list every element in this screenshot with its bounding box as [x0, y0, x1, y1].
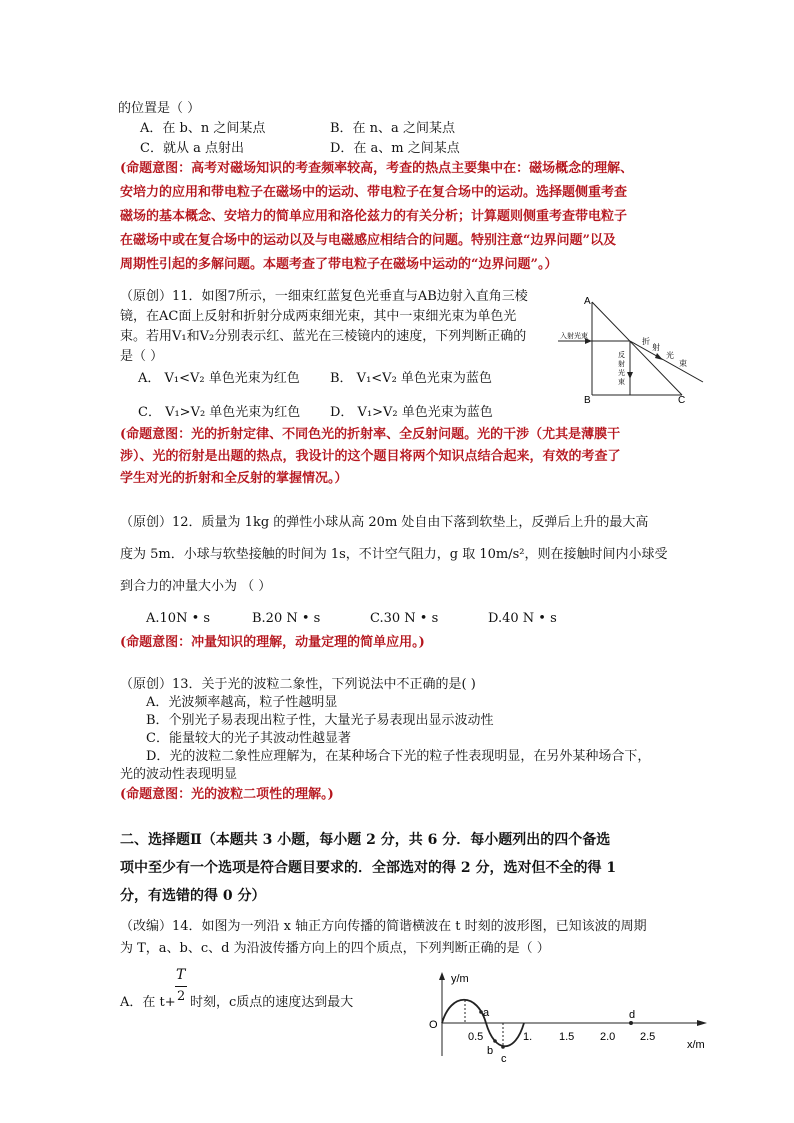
q11-intent-line: 学生对光的折射和全反射的掌握情况。） [120, 471, 348, 486]
q10-intent-line: 周期性引起的多解问题。本题考查了带电粒子在磁场中运动的“边界问题”。） [120, 257, 558, 272]
q12-stem-line: （原创）12．质量为 1kg 的弹性小球从高 20m 处自由下落到软垫上，反弹后上升的最大高 [120, 515, 649, 530]
q11-stem-line: 镜，在AC面上反射和折射分成两束细光束，其中一束细光束为单色光 [120, 309, 517, 324]
vertex-label-c: C [678, 395, 686, 406]
q11-stem-line: 是（ ） [120, 349, 164, 364]
refracted-ray [630, 341, 703, 382]
fraction-numerator: T [176, 967, 186, 983]
q13-option-d-cont: 光的波动性表现明显 [120, 767, 238, 782]
point-label-d: d [629, 1009, 636, 1021]
point-c [501, 1045, 505, 1049]
q11-option-a: A． V₁<V₂ 单色光束为红色 [138, 371, 300, 386]
q11-option-c: C． V₁>V₂ 单色光束为红色 [138, 405, 301, 420]
q12-option-c: C.30 N • s [370, 611, 439, 626]
q14-option-a-suffix: 时刻，c质点的速度达到最大 [190, 995, 354, 1010]
point-label-c: c [501, 1053, 507, 1065]
q10-intent-line: 在磁场中或在复合场中的运动以及与电磁感应相结合的问题。特别注意“边界问题”以及 [120, 233, 616, 248]
reflected-arrow [627, 372, 633, 379]
q13-option-c: C．能量较大的光子其波动性越显著 [146, 731, 351, 746]
q11-option-b: B． V₁<V₂ 单色光束为蓝色 [330, 371, 492, 386]
x-tick-label: 1. [523, 1031, 533, 1043]
q10-intent-line: 安培力的应用和带电粒子在磁场中的运动、带电粒子在复合场中的运动。选择题侧重考查 [120, 185, 628, 200]
incident-label: 入射光束 [560, 333, 588, 340]
x-axis-label: x/m [687, 1039, 705, 1051]
point-b [493, 1039, 497, 1043]
section-2-line: 二、选择题Ⅱ（本题共 3 小题，每小题 2 分，共 6 分．每小题列出的四个备选 [120, 832, 611, 848]
reflected-label: 反射光束 [618, 352, 625, 386]
q13-option-a: A．光波频率越高，粒子性越明显 [146, 695, 338, 710]
prism-edge-ac [592, 302, 682, 395]
prism-figure [555, 292, 705, 407]
q10-stem-tail: 的位置是（ ） [118, 101, 201, 116]
x-tick-label: 1.5 [559, 1031, 575, 1043]
q10-option-a: A．在 b、n 之间某点 [140, 121, 266, 136]
fraction-bar [175, 986, 187, 987]
q12-stem-line: 度为 5m．小球与软垫接触的时间为 1s，不计空气阻力，g 取 10m/s²，则在接触时间内小球受 [120, 547, 668, 562]
vertex-label-b: B [584, 395, 591, 406]
q13-option-b: B．个别光子易表现出粒子性，大量光子易表现出显示波动性 [146, 713, 494, 728]
q10-option-c: C．就从 a 点射出 [140, 141, 244, 156]
x-axis-arrow [697, 1020, 707, 1026]
q12-option-a: A.10N • s [146, 611, 211, 626]
q11-intent-line: (命题意图：光的折射定律、不同色光的折射率、全反射问题。光的干涉（尤其是薄膜干 [120, 427, 621, 442]
fraction-denominator: 2 [177, 989, 186, 1004]
refracted-label-char: 射 [652, 343, 660, 352]
q12-intent: (命题意图：冲量知识的理解，动量定理的简单应用。) [120, 635, 425, 650]
q11-stem-line: （原创）11．如图7所示，一细束红蓝复色光垂直与AB边射入直角三棱 [120, 289, 528, 304]
q14-option-a-prefix: A．在 t+ [120, 995, 176, 1010]
refracted-label-char: 光 [666, 351, 674, 360]
refracted-label-char: 折 [642, 337, 650, 346]
point-d [629, 1021, 633, 1025]
q12-stem-line: 到合力的冲量大小为 （ ） [120, 579, 272, 594]
q11-option-d: D． V₁>V₂ 单色光束为蓝色 [330, 405, 493, 420]
q13-stem: （原创）13．关于光的波粒二象性，下列说法中不正确的是( ) [120, 677, 476, 692]
origin-label: O [429, 1019, 438, 1031]
q14-stem-line: 为 T，a、b、c、d 为沿波传播方向上的四个质点，下列判断正确的是（ ） [120, 941, 550, 956]
y-axis-label: y/m [451, 973, 469, 985]
q13-option-d: D．光的波粒二象性应理解为，在某种场合下光的粒子性表现明显，在另外某种场合下， [146, 749, 651, 764]
q12-option-b: B.20 N • s [252, 611, 321, 626]
refracted-arrow [655, 353, 663, 360]
vertex-label-a: A [584, 296, 591, 307]
point-label-a: a [483, 1007, 490, 1019]
section-2-line: 项中至少有一个选项是符合题目要求的．全部选对的得 2 分，选对但不全的得 1 [120, 860, 617, 876]
q12-option-d: D.40 N • s [488, 611, 557, 626]
refracted-label-char: 束 [679, 359, 687, 368]
q14-stem-line: （改编）14．如图为一列沿 x 轴正方向传播的简谐横波在 t 时刻的波形图，已知该波的周期 [120, 919, 647, 934]
q10-option-d: D．在 a、m 之间某点 [330, 141, 460, 156]
x-tick-label: 0.5 [468, 1031, 484, 1043]
y-axis-arrow [439, 972, 445, 980]
wave-graph [425, 968, 715, 1068]
q11-stem-line: 束。若用V₁和V₂分别表示红、蓝光在三棱镜内的速度，下列判断正确的 [120, 329, 527, 344]
q11-intent-line: 涉）、光的衍射是出题的热点，我设计的这个题目将两个知识点结合起来，有效的考查了 [120, 449, 621, 464]
q10-intent-line: (命题意图：高考对磁场知识的考查频率较高，考查的热点主要集中在：磁场概念的理解、 [120, 161, 634, 176]
q13-intent: (命题意图：光的波粒二项性的理解。) [120, 787, 334, 802]
x-tick-label: 2.5 [640, 1031, 656, 1043]
q10-option-b: B．在 n、a 之间某点 [330, 121, 455, 136]
point-label-b: b [487, 1045, 494, 1057]
x-tick-label: 2.0 [600, 1031, 616, 1043]
section-2-line: 分，有选错的得 0 分） [120, 888, 266, 904]
q10-intent-line: 磁场的基本概念、安培力的简单应用和洛伦兹力的有关分析；计算题则侧重考查带电粒子 [120, 209, 628, 224]
